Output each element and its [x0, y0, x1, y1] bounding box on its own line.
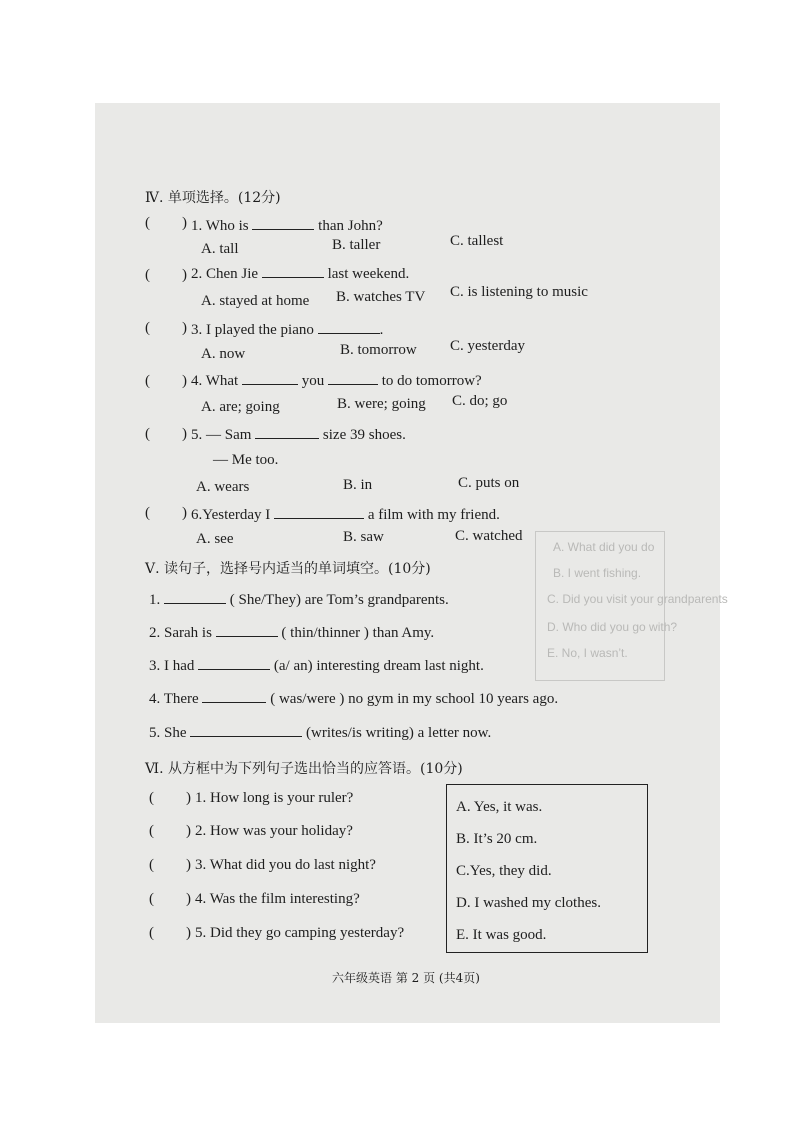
answer-blank[interactable]: [164, 589, 226, 604]
answer-paren-close: ): [182, 426, 187, 442]
answer-paren-open: (: [149, 891, 154, 907]
option-c: C. yesterday: [450, 338, 525, 354]
question-number: 5.: [191, 427, 203, 443]
question-text: What: [205, 373, 239, 389]
question-text: Yesterday I: [202, 507, 271, 523]
answer-paren-open: (: [145, 505, 150, 521]
item-text: ( was/were ) no gym in my school 10 years ago.: [270, 691, 559, 707]
option-c: C. is listening to music: [450, 284, 588, 300]
option-c: C. puts on: [458, 475, 520, 491]
item-number: 3.: [149, 658, 161, 674]
answer-paren-close: ): [186, 790, 191, 806]
answer-option-b: B. It’s 20 cm.: [456, 831, 538, 847]
answer-blank[interactable]: [252, 215, 314, 230]
answer-blank[interactable]: [318, 319, 380, 334]
answer-blank[interactable]: [255, 424, 319, 439]
question-text: .: [379, 322, 384, 338]
answer-paren-close: ): [182, 267, 187, 283]
option-c: C. tallest: [450, 233, 504, 249]
question-3: [191, 319, 383, 339]
answer-paren-open: (: [145, 426, 150, 442]
item-text: (writes/is writing) a letter now.: [306, 725, 492, 741]
option-a: A. stayed at home: [201, 293, 310, 309]
answer-paren-close: ): [182, 215, 187, 231]
answer-paren-close: ): [186, 925, 191, 941]
item-text: ( She/They) are Tom’s grandparents.: [229, 592, 449, 608]
item-text: I had: [164, 658, 195, 674]
show-through-line: D. Who did you go with?: [547, 620, 678, 634]
question-text: last weekend.: [327, 266, 410, 282]
answer-blank[interactable]: [262, 263, 324, 278]
answer-blank[interactable]: [216, 622, 278, 637]
answer-paren-open: (: [149, 823, 154, 839]
fill-item-3: [149, 655, 484, 675]
answer-paren-close: ): [186, 823, 191, 839]
answer-blank[interactable]: [242, 370, 298, 385]
option-b: B. in: [343, 477, 373, 493]
question-number: 1.: [191, 218, 203, 234]
item-text: (a/ an) interesting dream last night.: [273, 658, 484, 674]
show-through-line: A. What did you do: [553, 540, 655, 554]
match-question-3: 3. What did you do last night?: [195, 857, 376, 873]
answer-paren-close: ): [186, 891, 191, 907]
option-c: C. watched: [455, 528, 523, 544]
option-b: B. watches TV: [336, 289, 426, 305]
match-question-4: 4. Was the film interesting?: [195, 891, 360, 907]
option-b: B. tomorrow: [340, 342, 417, 358]
item-number: 5.: [149, 725, 161, 741]
option-a: A. now: [201, 346, 246, 362]
question-number: 2.: [191, 266, 203, 282]
question-text: a film with my friend.: [367, 507, 500, 523]
answer-paren-open: (: [149, 925, 154, 941]
item-number: 4.: [149, 691, 161, 707]
answer-paren-close: ): [182, 373, 187, 389]
option-b: B. were; going: [337, 396, 426, 412]
match-question-1: 1. How long is your ruler?: [195, 790, 354, 806]
item-text: Sarah is: [164, 625, 212, 641]
option-a: A. wears: [196, 479, 250, 495]
item-text: There: [163, 691, 199, 707]
answer-blank[interactable]: [328, 370, 378, 385]
question-text: size 39 shoes.: [322, 427, 406, 443]
option-a: A. tall: [201, 241, 239, 257]
answer-option-e: E. It was good.: [456, 927, 547, 943]
option-b: B. taller: [332, 237, 381, 253]
option-a: A. are; going: [201, 399, 280, 415]
match-question-2: 2. How was your holiday?: [195, 823, 353, 839]
page-footer: 六年级英语 第 2 页 (共4页): [332, 971, 480, 985]
fill-item-1: [149, 589, 449, 609]
section-4-heading: Ⅳ. 单项选择。(12分): [145, 190, 281, 206]
question-text: Who is: [205, 218, 249, 234]
option-c: C. do; go: [452, 393, 508, 409]
question-number: 3.: [191, 322, 203, 338]
question-text: than John?: [318, 218, 383, 234]
item-text: ( thin/thinner ) than Amy.: [281, 625, 435, 641]
question-5: [191, 424, 406, 444]
dialogue-reply: — Me too.: [213, 452, 279, 468]
question-number: 6.: [191, 507, 203, 523]
question-2: [191, 263, 409, 283]
question-text: I played the piano: [206, 322, 314, 338]
option-b: B. saw: [343, 529, 384, 545]
question-text: — Sam: [206, 427, 252, 443]
match-question-5: 5. Did they go camping yesterday?: [195, 925, 405, 941]
question-text: Chen Jie: [206, 266, 259, 282]
question-number: 4.: [191, 373, 203, 389]
section-5-heading: Ⅴ. 读句子，选择号内适当的单词填空。(10分): [145, 561, 431, 577]
answer-blank[interactable]: [198, 655, 270, 670]
fill-item-5: [149, 722, 491, 742]
question-1: [191, 215, 383, 235]
item-text: She: [164, 725, 187, 741]
answer-option-d: D. I washed my clothes.: [456, 895, 601, 911]
show-through-line: E. No, I wasn’t.: [547, 646, 628, 660]
answer-blank[interactable]: [274, 504, 364, 519]
answer-option-c: C.Yes, they did.: [456, 863, 552, 879]
answer-paren-close: ): [182, 505, 187, 521]
answer-paren-close: ): [182, 320, 187, 336]
answer-paren-open: (: [149, 857, 154, 873]
option-a: A. see: [196, 531, 234, 547]
section-6-heading: Ⅵ. 从方框中为下列句子选出恰当的应答语。(10分): [145, 761, 463, 777]
answer-paren-open: (: [149, 790, 154, 806]
question-6: [191, 504, 500, 524]
fill-item-4: [149, 688, 558, 708]
answer-paren-open: (: [145, 373, 150, 389]
item-number: 2.: [149, 625, 161, 641]
answer-options-box: [446, 784, 648, 953]
answer-paren-close: ): [186, 857, 191, 873]
answer-paren-open: (: [145, 267, 150, 283]
answer-blank[interactable]: [190, 722, 302, 737]
answer-paren-open: (: [145, 215, 150, 231]
answer-option-a: A. Yes, it was.: [456, 799, 543, 815]
answer-paren-open: (: [145, 320, 150, 336]
item-number: 1.: [149, 592, 161, 608]
question-text: to do tomorrow?: [381, 373, 482, 389]
fill-item-2: [149, 622, 434, 642]
show-through-line: C. Did you visit your grandparents: [547, 592, 728, 606]
question-4: [191, 370, 482, 390]
show-through-line: B. I went fishing.: [553, 566, 642, 580]
answer-blank[interactable]: [202, 688, 266, 703]
question-text: you: [301, 373, 325, 389]
